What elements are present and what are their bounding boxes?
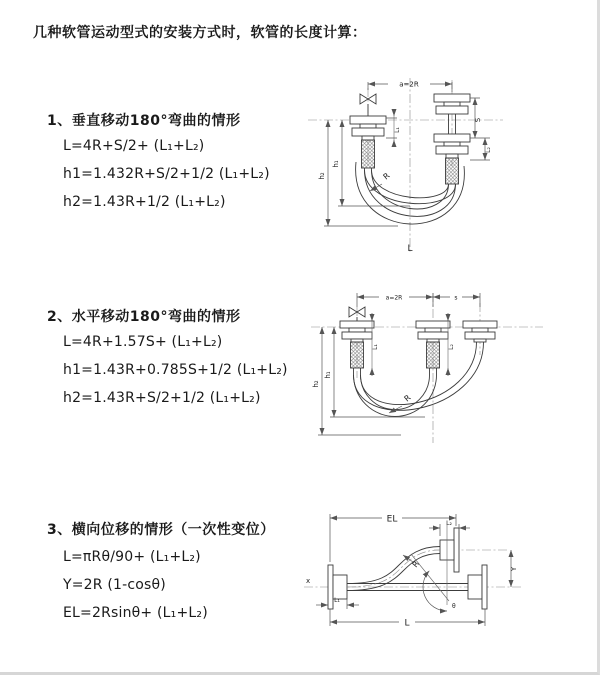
dim-label-l2: L₂ xyxy=(446,520,452,527)
section-3-formula-el: EL=2Rsinθ+ (L₁+L₂) xyxy=(63,605,208,621)
radius-label: R xyxy=(381,171,392,182)
dim-label-h1: h₁ xyxy=(332,160,340,168)
middle-fitting xyxy=(416,321,450,342)
section-1-formula-l: L=4R+S/2+ (L₁+L₂) xyxy=(63,138,205,154)
diagram-vertical-180-bend xyxy=(298,66,578,261)
extension-lines-h xyxy=(324,206,410,226)
right-fitting-upper xyxy=(434,94,470,114)
right-braid-section xyxy=(446,158,459,184)
dim-label-s: S xyxy=(474,117,482,123)
section-2-formula-h1: h1=1.43R+0.785S+1/2 (L₁+L₂) xyxy=(63,362,288,378)
dim-label-s: s xyxy=(454,294,458,302)
extension-lines-h xyxy=(318,417,425,435)
radius-leader-arrow xyxy=(403,555,413,562)
section-3-formula-y: Y=2R (1-cosθ) xyxy=(63,577,166,593)
section-2-formula-l: L=4R+1.57S+ (L₁+L₂) xyxy=(63,334,223,350)
section-1-formula-h1: h1=1.432R+S/2+1/2 (L₁+L₂) xyxy=(63,166,270,182)
left-fitting xyxy=(350,116,386,140)
radius-label: R xyxy=(410,559,422,570)
dim-label-l1: L₁ xyxy=(394,127,401,133)
dim-label-y: Y xyxy=(510,566,518,572)
section-3-formula-l: L=πRθ/90+ (L₁+L₂) xyxy=(63,549,201,565)
dim-label-l1: L₁ xyxy=(372,344,379,350)
dim-label-l2: L₂ xyxy=(485,147,492,153)
diagram-lateral-displacement xyxy=(296,502,596,642)
right-fitting-lower xyxy=(434,134,470,158)
dim-label-a2r: a=2R xyxy=(385,294,403,302)
axis-label: x xyxy=(306,577,311,585)
right-fitting xyxy=(463,321,497,342)
dim-label-l2: L₂ xyxy=(448,344,455,350)
left-braid-section xyxy=(351,342,364,368)
hose-u-bends xyxy=(354,342,484,417)
extension-lines-top xyxy=(357,293,480,307)
right-flange-displaced xyxy=(440,528,459,572)
page-title: 几种软管运动型式的安装方式时，软管的长度计算： xyxy=(33,25,367,41)
section-2-formula-h2: h2=1.43R+S/2+1/2 (L₁+L₂) xyxy=(63,390,261,406)
dim-label-l1: L₁ xyxy=(334,597,340,604)
dim-label-h1: h₁ xyxy=(324,371,332,379)
valve-icon xyxy=(360,94,376,116)
middle-braid-section xyxy=(427,342,440,368)
dim-label-l: L xyxy=(404,618,410,629)
dim-label-h2: h₂ xyxy=(318,172,326,180)
section-2-heading: 2、水平移动180°弯曲的情形 xyxy=(47,309,241,325)
dim-label-a2r: a=2R xyxy=(399,80,419,89)
theta-label: θ xyxy=(452,603,456,610)
section-3-heading: 3、横向位移的情形（一次性变位） xyxy=(47,522,275,538)
diagram-horizontal-180-bend xyxy=(303,283,593,451)
length-label: L xyxy=(407,244,413,254)
left-fitting xyxy=(340,321,374,342)
dim-label-h2: h₂ xyxy=(312,380,320,388)
dim-label-el: EL xyxy=(386,514,398,525)
theta-slanted-line xyxy=(411,554,449,601)
right-flange-original xyxy=(468,565,487,609)
left-braid-section xyxy=(362,140,375,168)
section-1-heading: 1、垂直移动180°弯曲的情形 xyxy=(47,113,241,129)
leg-centerlines xyxy=(357,303,480,378)
section-1-formula-h2: h2=1.43R+1/2 (L₁+L₂) xyxy=(63,194,226,210)
radius-label: R xyxy=(402,393,413,404)
